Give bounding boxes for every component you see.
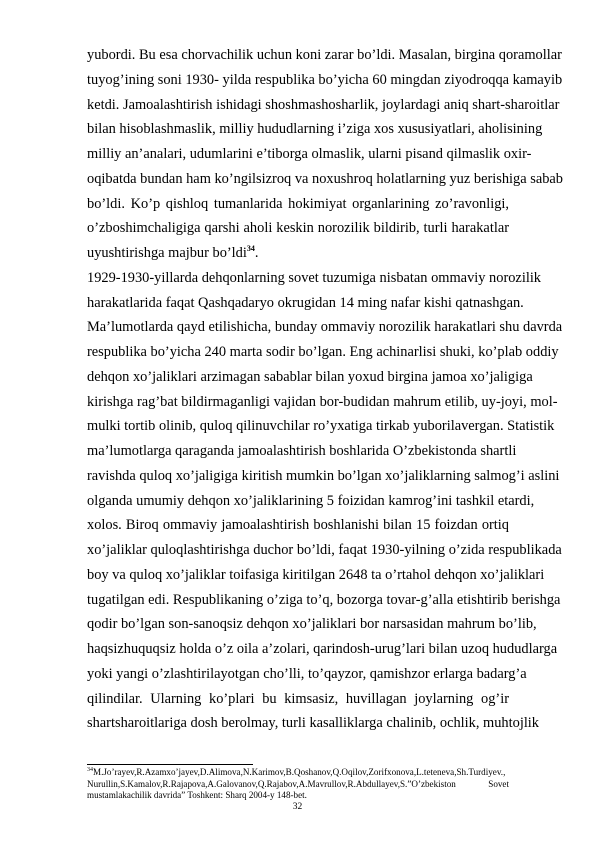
text-line: 1929-1930-yillarda dehqonlarning sovet tuzumiga nisbatan ommaviy norozilik — [87, 269, 542, 286]
text-line: respublika bo’yicha 240 marta sodir bo’lgan. Eng achinarlisi shuki, ko’plab oddiy — [87, 344, 559, 360]
text-line: bo’ldi. Ko’p qishloq tumanlarida hokimiyat organlarining zo’ravonligi, — [87, 195, 509, 212]
text-line: ravishda quloq xo’jaligiga kiritish mumkin bo’lgan xo’jaliklarning salmog’i aslini — [87, 467, 560, 484]
footnote-text: mustamlakachilik davrida” Toshkent: Sharq 2004-y 148-bet. — [87, 790, 307, 800]
footnote-line — [87, 767, 509, 779]
text-line: shartsharoitlariga dosh berolmay, turli kasalliklarga chalinib, ochlik, muhtojlik — [87, 715, 540, 732]
footnote-ref-punct: . — [254, 245, 259, 261]
footnote-text: Nurullin,S.Kamalov,R.Rajapova,A.Galovanov,Q.Rajabov,A.Mavrullov,R.Abdullayev,S.”O’zbekiston Sovet — [87, 778, 509, 789]
footnote — [87, 767, 509, 802]
text-line: tugatilgan edi. Respublikaning o’ziga to’q, bozorga tovar-g’alla etishtirib berishga — [87, 591, 561, 608]
text-line: o’zboshimchaligiga qarshi aholi keskin norozilik bildirib, turli harakatlar — [87, 220, 509, 237]
text-line: xolos. Biroq ommaviy jamoalashtirish boshlanishi bilan 15 foizdan ortiq — [87, 517, 509, 534]
text-line: boy va quloq xo’jaliklar toifasiga kiritilgan 2648 ta o’rtahol dehqon xo’jaliklari — [87, 566, 545, 583]
text-line: tuyog’ining soni 1930- yilda respublika bo’yicha 60 mingdan ziyodroqqa kamayib — [87, 71, 563, 88]
footnote-line — [87, 779, 509, 791]
text-line: yubordi. Bu esa chorvachilik uchun koni zarar bo’ldi. Masalan, birgina qoramollar — [87, 47, 562, 63]
text-line: uyushtirishga majbur bo’ldi$^{34}$. — [87, 244, 259, 261]
page-number: 32 — [292, 802, 303, 812]
text-line: ma’lumotlarga qaraganda jamoalashtirish boshlarida O’zbekistonda shartli — [87, 443, 517, 459]
text-line: oqibatda bundan ham ko’ngilsizroq va noxushroq holatlarning yuz berishiga sabab — [87, 170, 563, 187]
text-line: bilan hisoblashmaslik, milliy hududlarning i’ziga xos xususiyatlari, aholisining — [87, 121, 543, 138]
footnote-separator — [87, 764, 253, 765]
text-line: kirishga rag’bat bildirmaganligi vajidan bor-budidan mahrum etilib, uy-joyi, mol- — [87, 393, 558, 410]
text-line: haqsizhuquqsiz holda o’z oila a’zolari, qarindosh-urug’lari bilan uzoq hududlarga — [87, 641, 558, 657]
footnote-marker: 34 — [87, 766, 93, 773]
footnote-line — [87, 790, 509, 802]
footnote-reference: 34 — [246, 244, 255, 254]
body-text — [87, 43, 563, 736]
text-line: qodir bo’lgan son-sanoqsiz dehqon xo’jaliklari bor narsasidan mahrum bo’lib, — [87, 616, 537, 633]
text-line: dehqon xo’jaliklari arzimagan sabablar bilan yoxud birgina jamoa xo’jaligiga — [87, 368, 533, 385]
text-line: ketdi. Jamoalashtirish ishidagi shoshmashosharlik, joylardagi aniq shart-sharoitlar — [87, 96, 560, 113]
text-line: harakatlarida faqat Qashqadaryo okrugidan 14 ming nafar kishi qatnashgan. — [87, 294, 524, 311]
text-line: milliy an’analari, udumlarini e’tiborga olmaslik, ularni pisand qilmaslik oxir- — [87, 146, 532, 162]
text-line: xo’jaliklar quloqlashtirishga duchor bo’ldi, faqat 1930-yilning o’zida respublikada — [87, 542, 562, 558]
footnote-text: M.Jo’rayev,R.Azamxo’jayev,D.Alimova,N.Karimov,B.Qoshanov,Q.Oqilov,Zorifxonova,L.teteneva,Sh.Turdiyev., — [93, 767, 506, 777]
text-line: olganda umumiy dehqon xo’jaliklarining 5 foizidan kamrog’ini tashkil etardi, — [87, 492, 535, 509]
text-line: mulki tortib olinib, quloq qilinuvchilar ro’yxatiga tirkab yuborilavergan. Statistik — [87, 418, 555, 435]
text-line: yoki yangi o’zlashtirilayotgan cho’lli, to’qayzor, qamishzor erlarga badarg’a — [87, 665, 527, 682]
text-line: qilindilar. Ularning ko’plari bu kimsasiz, huvillagan joylarning og’ir — [87, 690, 509, 707]
text-line: Ma’lumotlarda qayd etilishicha, bunday ommaviy norozilik harakatlari shu davrda — [87, 319, 563, 336]
